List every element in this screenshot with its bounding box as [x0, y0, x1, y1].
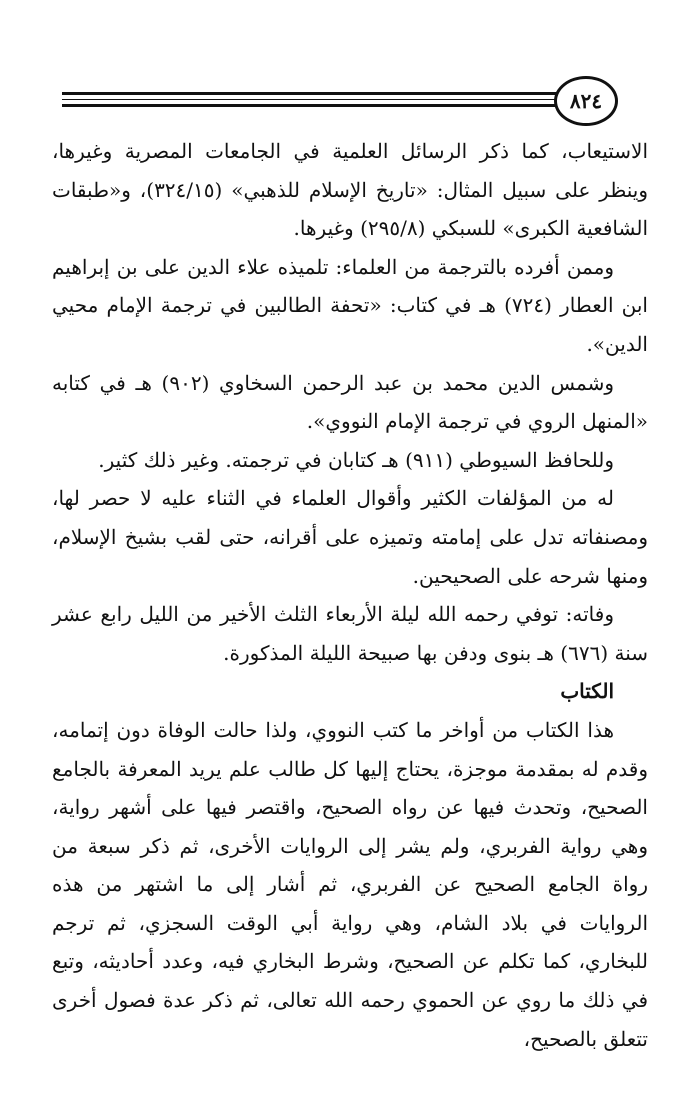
paragraph-suyuti: وللحافظ السيوطي (٩١١) هـ كتابان في ترجمته. وغير ذلك كثير. [98, 447, 614, 472]
page-number: ٨٢٤ [554, 76, 618, 126]
header-rule-middle [62, 99, 558, 100]
header-rule-top [62, 92, 558, 95]
paragraph-sakhawi: وشمس الدين محمد بن عبد الرحمن السخاوي (٩٠٢) هـ في كتابه «المنهل الروي في ترجمة الإمام النووي». [52, 370, 648, 434]
section-heading: الكتاب [560, 679, 614, 704]
paragraph-ibn-attar: وممن أفرده بالترجمة من العلماء: تلميذه علاء الدين على بن إبراهيم ابن العطار (٧٢٤) هـ في كتاب: «تحفة الطالبين في ترجمة الإمام محيي الدين». [52, 254, 648, 356]
page-header [62, 70, 618, 130]
section-body: هذا الكتاب من أواخر ما كتب النووي، ولذا حالت الوفاة دون إتمامه، وقدم له بمقدمة موجزة، يحتاج إليها كل طالب علم يريد المعرفة بالجامع الصحيح، وتحدث فيها عن رواه الصحيح، واقتصر فيها على أشهر رواية، وهي رواية الفربري، ولم يشر إلى الروايات الأخرى، ثم ذكر سبعة من رواة الجامع الصحيح عن الفربري، ثم أشار إلى ما اشتهر من هذه الروايات في بلاد الشام، وهي رواية أبي الوقت السجزي، ثم ترجم للبخاري، كما تكلم عن الصحيح، وشرط البخاري فيه، وعدد أحاديثه، وتبع في ذلك ما روي عن الحموي رحمه الله تعالى، ثم ذكر عدة فصول أخرى تتعلق بالصحيح، [52, 717, 648, 1051]
page-body [52, 132, 648, 1058]
paragraph-sources: الاستيعاب، كما ذكر الرسائل العلمية في الجامعات المصرية وغيرها، وينظر على سبيل المثال: «تاريخ الإسلام للذهبي» (٣٢٤/١٥)، و«طبقات الشافعية الكبرى» للسبكي (٢٩٥/٨) وغيرها. [52, 139, 648, 241]
paragraph-works: له من المؤلفات الكثير وأقوال العلماء في الثناء عليه لا حصر لها، ومصنفاته تدل على إمامته وتميزه على أقرانه، حتى لقب بشيخ الإسلام، ومنها شرحه على الصحيحين. [52, 486, 648, 588]
header-rule-bottom [62, 104, 558, 107]
paragraph-death: وفاته: توفي رحمه الله ليلة الأربعاء الثلث الأخير من الليل رابع عشر سنة (٦٧٦) هـ بنوى ودفن بها صبيحة الليلة المذكورة. [52, 602, 648, 665]
